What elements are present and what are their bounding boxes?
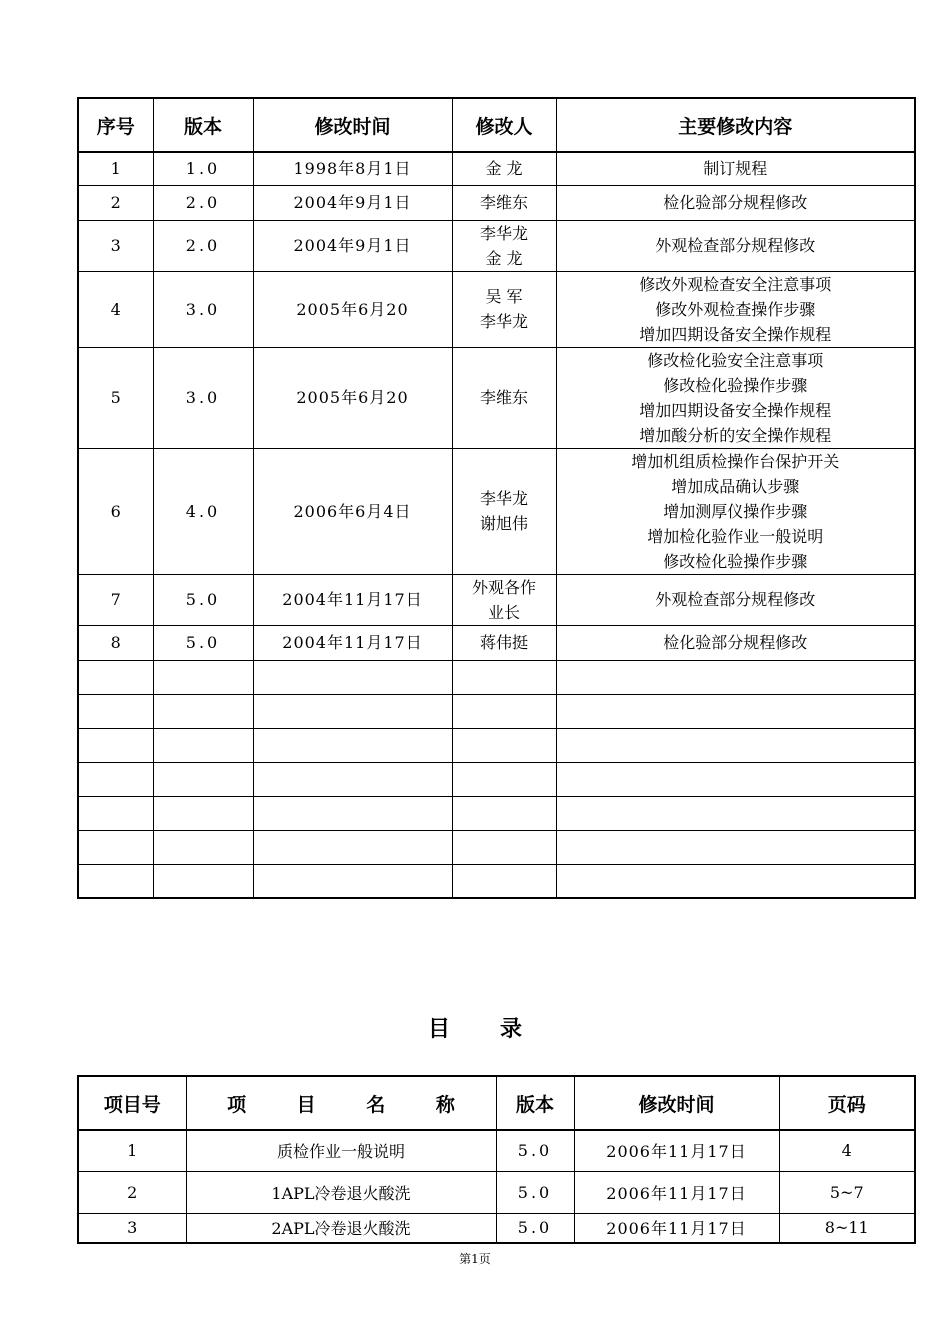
row-modifier	[452, 625, 556, 660]
toc-rows	[78, 1130, 915, 1243]
toc-header-version: 版本	[496, 1076, 574, 1130]
toc-title: 目录	[427, 1016, 572, 1042]
toc-pages: 4	[779, 1130, 915, 1171]
toc-header-row	[78, 1076, 915, 1130]
toc-name: 1APL冷卷退火酸洗	[186, 1171, 496, 1213]
row-modifier-line: 李华龙	[479, 223, 528, 243]
row-changes-line: 增加酸分析的安全操作规程	[639, 425, 832, 445]
row-changes	[556, 625, 915, 660]
toc-header-date: 修改时间	[574, 1076, 779, 1130]
row-changes-line: 修改外观检查安全注意事项	[639, 274, 832, 294]
empty-cell	[556, 762, 915, 796]
toc-header-name: 项 目 名 称	[186, 1076, 496, 1130]
empty-cell	[556, 830, 915, 864]
toc-date: 2006年11月17日	[574, 1171, 779, 1213]
row-changes-line: 修改检化验安全注意事项	[647, 350, 824, 370]
row-modifier-line: 李华龙	[479, 489, 528, 508]
empty-cell	[452, 762, 556, 796]
row-version: 5.0	[153, 574, 253, 625]
row-changes	[556, 152, 915, 185]
row-no: 8	[78, 625, 153, 660]
empty-cell	[78, 796, 153, 830]
revision-rows	[78, 152, 915, 898]
row-version: 4.0	[153, 448, 253, 574]
row-modifier	[452, 220, 556, 271]
row-date: 2005年6月20	[253, 271, 452, 347]
row-date: 2004年9月1日	[253, 185, 452, 220]
row-changes-line: 增加四期设备安全操作规程	[639, 324, 832, 344]
empty-row	[78, 728, 915, 762]
row-changes-line: 制订规程	[703, 159, 768, 179]
empty-cell	[253, 796, 452, 830]
row-changes	[556, 185, 915, 220]
empty-row	[78, 694, 915, 728]
empty-row	[78, 830, 915, 864]
row-version: 3.0	[153, 347, 253, 448]
empty-cell	[78, 762, 153, 796]
row-no: 7	[78, 574, 153, 625]
row-changes-line: 外观检查部分规程修改	[655, 236, 816, 255]
toc-header-no: 项目号	[78, 1076, 186, 1130]
empty-row	[78, 796, 915, 830]
empty-cell	[253, 694, 452, 728]
row-changes-line: 增加机组质检操作台保护开关	[631, 451, 840, 471]
toc-no: 3	[78, 1213, 186, 1243]
revision-history-table	[77, 97, 916, 899]
row-changes-line: 修改检化验操作步骤	[663, 375, 808, 395]
row-modifier-line: 李维东	[479, 388, 528, 407]
empty-cell	[253, 762, 452, 796]
empty-cell	[153, 796, 253, 830]
empty-cell	[556, 796, 915, 830]
empty-cell	[452, 830, 556, 864]
header-version: 版本	[153, 98, 253, 152]
row-modifier	[452, 574, 556, 625]
header-date: 修改时间	[253, 98, 452, 152]
row-modifier-line: 外观各作	[471, 577, 536, 597]
revision-row	[78, 185, 915, 220]
row-no: 5	[78, 347, 153, 448]
empty-cell	[153, 830, 253, 864]
toc-name: 2APL冷卷退火酸洗	[186, 1213, 496, 1243]
empty-cell	[78, 864, 153, 898]
row-date: 2004年9月1日	[253, 220, 452, 271]
empty-cell	[556, 660, 915, 694]
empty-cell	[556, 728, 915, 762]
row-modifier-line: 吴 军	[485, 287, 523, 306]
empty-cell	[78, 830, 153, 864]
row-modifier	[452, 448, 556, 574]
row-modifier	[452, 185, 556, 220]
revision-row	[78, 347, 915, 448]
empty-cell	[452, 660, 556, 694]
empty-cell	[153, 728, 253, 762]
empty-cell	[153, 762, 253, 796]
row-changes-line: 修改外观检查操作步骤	[655, 299, 816, 319]
row-changes	[556, 574, 915, 625]
row-changes	[556, 271, 915, 347]
toc-version: 5.0	[496, 1171, 574, 1213]
table-of-contents	[77, 1075, 916, 1244]
empty-cell	[452, 796, 556, 830]
row-modifier-line: 业长	[487, 602, 520, 622]
empty-cell	[253, 864, 452, 898]
row-modifier-line: 李华龙	[479, 312, 528, 331]
empty-cell	[452, 728, 556, 762]
row-no: 4	[78, 271, 153, 347]
toc-name: 质检作业一般说明	[186, 1130, 496, 1171]
empty-cell	[78, 728, 153, 762]
empty-cell	[78, 660, 153, 694]
empty-cell	[253, 830, 452, 864]
empty-cell	[253, 660, 452, 694]
row-no: 3	[78, 220, 153, 271]
empty-cell	[153, 660, 253, 694]
row-date: 2004年11月17日	[253, 574, 452, 625]
page-number: 第1页	[459, 1252, 491, 1266]
row-changes-line: 外观检查部分规程修改	[655, 590, 816, 609]
row-changes-line: 增加检化验作业一般说明	[647, 526, 824, 546]
toc-version: 5.0	[496, 1130, 574, 1171]
revision-row	[78, 625, 915, 660]
row-no: 6	[78, 448, 153, 574]
toc-version: 5.0	[496, 1213, 574, 1243]
row-version: 2.0	[153, 220, 253, 271]
toc-date: 2006年11月17日	[574, 1130, 779, 1171]
row-date: 1998年8月1日	[253, 152, 452, 185]
revision-header-row	[78, 98, 915, 152]
row-version: 5.0	[153, 625, 253, 660]
row-changes-line: 修改检化验操作步骤	[663, 551, 808, 571]
row-no: 2	[78, 185, 153, 220]
row-changes	[556, 448, 915, 574]
row-date: 2005年6月20	[253, 347, 452, 448]
row-version: 2.0	[153, 185, 253, 220]
toc-pages: 5~7	[779, 1171, 915, 1213]
row-changes-line: 增加四期设备安全操作规程	[639, 400, 832, 420]
empty-cell	[452, 694, 556, 728]
toc-pages: 8~11	[779, 1213, 915, 1243]
row-changes-line: 增加成品确认步骤	[671, 476, 800, 496]
header-changes: 主要修改内容	[556, 98, 915, 152]
revision-row	[78, 448, 915, 574]
row-version: 1.0	[153, 152, 253, 185]
empty-cell	[78, 694, 153, 728]
revision-row	[78, 271, 915, 347]
toc-no: 1	[78, 1130, 186, 1171]
empty-cell	[153, 864, 253, 898]
toc-row	[78, 1171, 915, 1213]
row-modifier-line: 金 龙	[485, 248, 523, 268]
empty-row	[78, 660, 915, 694]
empty-cell	[556, 694, 915, 728]
row-modifier-line: 蒋伟挺	[479, 633, 528, 652]
row-modifier	[452, 152, 556, 185]
header-no: 序号	[78, 98, 153, 152]
toc-header-pages: 页码	[779, 1076, 915, 1130]
row-modifier-line: 谢旭伟	[479, 514, 528, 533]
row-changes	[556, 347, 915, 448]
row-modifier	[452, 271, 556, 347]
empty-cell	[253, 728, 452, 762]
row-date: 2006年6月4日	[253, 448, 452, 574]
row-changes-line: 增加测厚仪操作步骤	[663, 501, 808, 521]
row-date: 2004年11月17日	[253, 625, 452, 660]
row-changes-line: 检化验部分规程修改	[663, 193, 808, 212]
row-version: 3.0	[153, 271, 253, 347]
toc-row	[78, 1130, 915, 1171]
revision-row	[78, 152, 915, 185]
row-modifier	[452, 347, 556, 448]
revision-row	[78, 220, 915, 271]
toc-row	[78, 1213, 915, 1243]
revision-row	[78, 574, 915, 625]
empty-row	[78, 864, 915, 898]
row-changes-line: 检化验部分规程修改	[663, 633, 808, 652]
header-modifier: 修改人	[452, 98, 556, 152]
empty-cell	[556, 864, 915, 898]
row-changes	[556, 220, 915, 271]
empty-cell	[452, 864, 556, 898]
row-no: 1	[78, 152, 153, 185]
empty-row	[78, 762, 915, 796]
toc-date: 2006年11月17日	[574, 1213, 779, 1243]
toc-no: 2	[78, 1171, 186, 1213]
row-modifier-line: 李维东	[479, 193, 528, 212]
empty-cell	[153, 694, 253, 728]
row-modifier-line: 金 龙	[485, 159, 523, 179]
